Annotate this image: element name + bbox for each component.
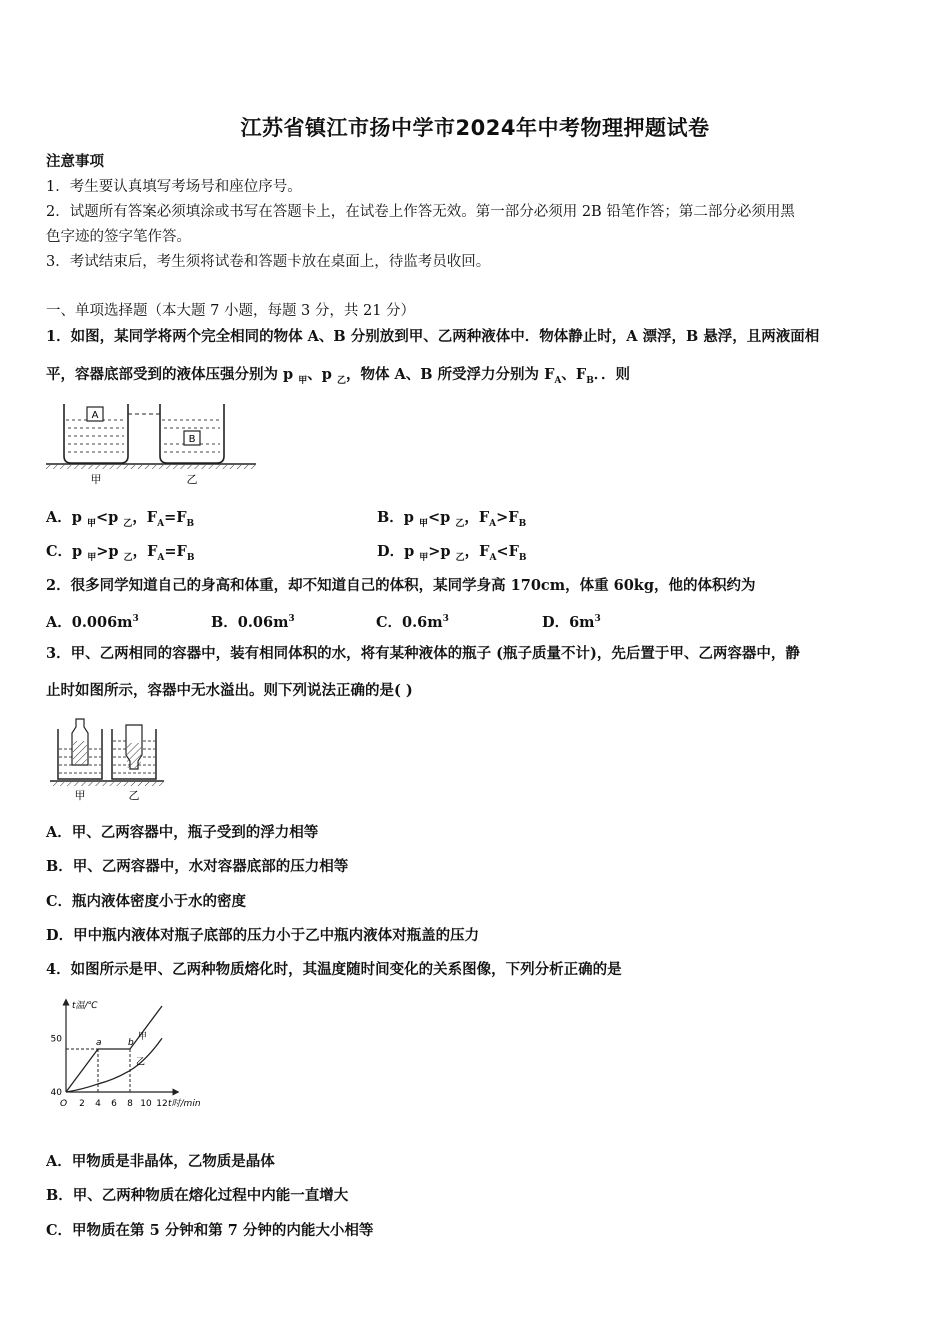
notice-heading: 注意事项 [46,153,104,170]
series-label-jia: 甲 [138,1032,148,1042]
q1-option-b[interactable]: B．p $_甲$<p $_乙$，$F_A>F_B$ [377,509,527,529]
q1-option-a[interactable]: A．p $_甲$<p $_乙$，$F_A=F_B$ [46,509,195,529]
point-label-b: b [128,1038,134,1048]
q1-option-c[interactable]: C．p $_甲$>p $_乙$，$F_A=F_B$ [46,543,195,563]
q4-chart [46,996,216,1114]
q2-stem: 2．很多同学知道自己的身高和体重，却不知道自己的体积，某同学身高 170cm，体重 60kg，他的体积约为 [46,577,756,594]
section-heading: 一、单项选择题（本大题 7 小题，每题 3 分，共 21 分） [46,303,416,319]
notice-item: 3．考试结束后，考生须将试卷和答题卡放在桌面上，待监考员收回。 [46,254,491,270]
q1-option-d[interactable]: D．p $_甲$>p $_乙$，$F_A<F_B$ [377,543,527,563]
notice-item: 2．试题所有答案必须填涂或书写在答题卡上，在试卷上作答无效。第一部分必须用 2B 铅笔作答；第二部分必须用黑 [46,204,795,220]
q1-stem-cont: 平，容器底部受到的液体压强分别为 p $_甲$、p $_乙$，物体 A、B 所受浮力分别为 $F_A$、$F_B$．．则 [46,366,631,386]
series-label-yi: 乙 [136,1057,146,1068]
series-line-yi [66,1038,162,1092]
q4-option-a[interactable]: A．甲物质是非晶体，乙物质是晶体 [46,1153,275,1170]
y-tick-label: 40 [50,1088,62,1098]
container-jia-label: 甲 [90,473,102,486]
q1-stem: 1．如图，某同学将两个完全相同的物体 A、B 分别放到甲、乙两种液体中．物体静止时，A 漂浮，B 悬浮，且两液面相 [46,328,820,345]
object-b-label: B [188,434,196,445]
y-tick-label: 50 [50,1034,62,1045]
q2-option-d[interactable]: D．$6m^3$ [542,613,601,631]
container-yi-label: 乙 [186,473,198,486]
x-tick-label: 2 [79,1099,85,1109]
origin-label: O [60,1099,68,1109]
point-label-a: a [96,1038,102,1048]
container-jia-label: 甲 [74,789,86,802]
x-tick-label: 6 [111,1099,117,1109]
q2-option-a[interactable]: A．$0.006m^3$ [46,613,139,631]
q1-figure [46,398,261,490]
y-axis-label: t温/℃ [72,1001,98,1011]
x-tick-label: 4 [95,1099,101,1109]
q4-stem: 4．如图所示是甲、乙两种物质熔化时，其温度随时间变化的关系图像，下列分析正确的是 [46,961,622,978]
q3-option-c[interactable]: C．瓶内液体密度小于水的密度 [46,893,247,910]
x-tick-label: 12 [156,1099,168,1109]
container-yi-label: 乙 [128,789,140,802]
q4-option-c[interactable]: C．甲物质在第 5 分钟和第 7 分钟的内能大小相等 [46,1222,374,1239]
object-a-label: A [91,410,99,421]
q4-option-b[interactable]: B．甲、乙两种物质在熔化过程中内能一直增大 [46,1187,349,1204]
q2-option-c[interactable]: C．$0.6m^3$ [376,613,449,631]
x-tick-label: 10 [140,1099,152,1109]
notice-item: 色字迹的签字笔作答。 [46,229,191,245]
q3-option-b[interactable]: B．甲、乙两容器中，水对容器底部的压力相等 [46,858,349,875]
q2-option-b[interactable]: B．$0.06m^3$ [211,613,295,631]
q3-stem-cont: 止时如图所示，容器中无水溢出。则下列说法正确的是( ) [46,682,413,699]
x-axis-label: t时/min [168,1099,201,1109]
x-tick-label: 8 [127,1099,133,1109]
q3-stem: 3．甲、乙两相同的容器中，装有相同体积的水，将有某种液体的瓶子 (瓶子质量不计)，先后置于甲、乙两容器中，静 [46,645,800,662]
q3-option-a[interactable]: A．甲、乙两容器中，瓶子受到的浮力相等 [46,824,319,841]
page-title: 江苏省镇江市扬中学市2024年中考物理押题试卷 [240,116,710,140]
notice-item: 1．考生要认真填写考场号和座位序号。 [46,179,302,195]
q3-figure [46,715,176,805]
q3-option-d[interactable]: D．甲中瓶内液体对瓶子底部的压力小于乙中瓶内液体对瓶盖的压力 [46,927,480,944]
